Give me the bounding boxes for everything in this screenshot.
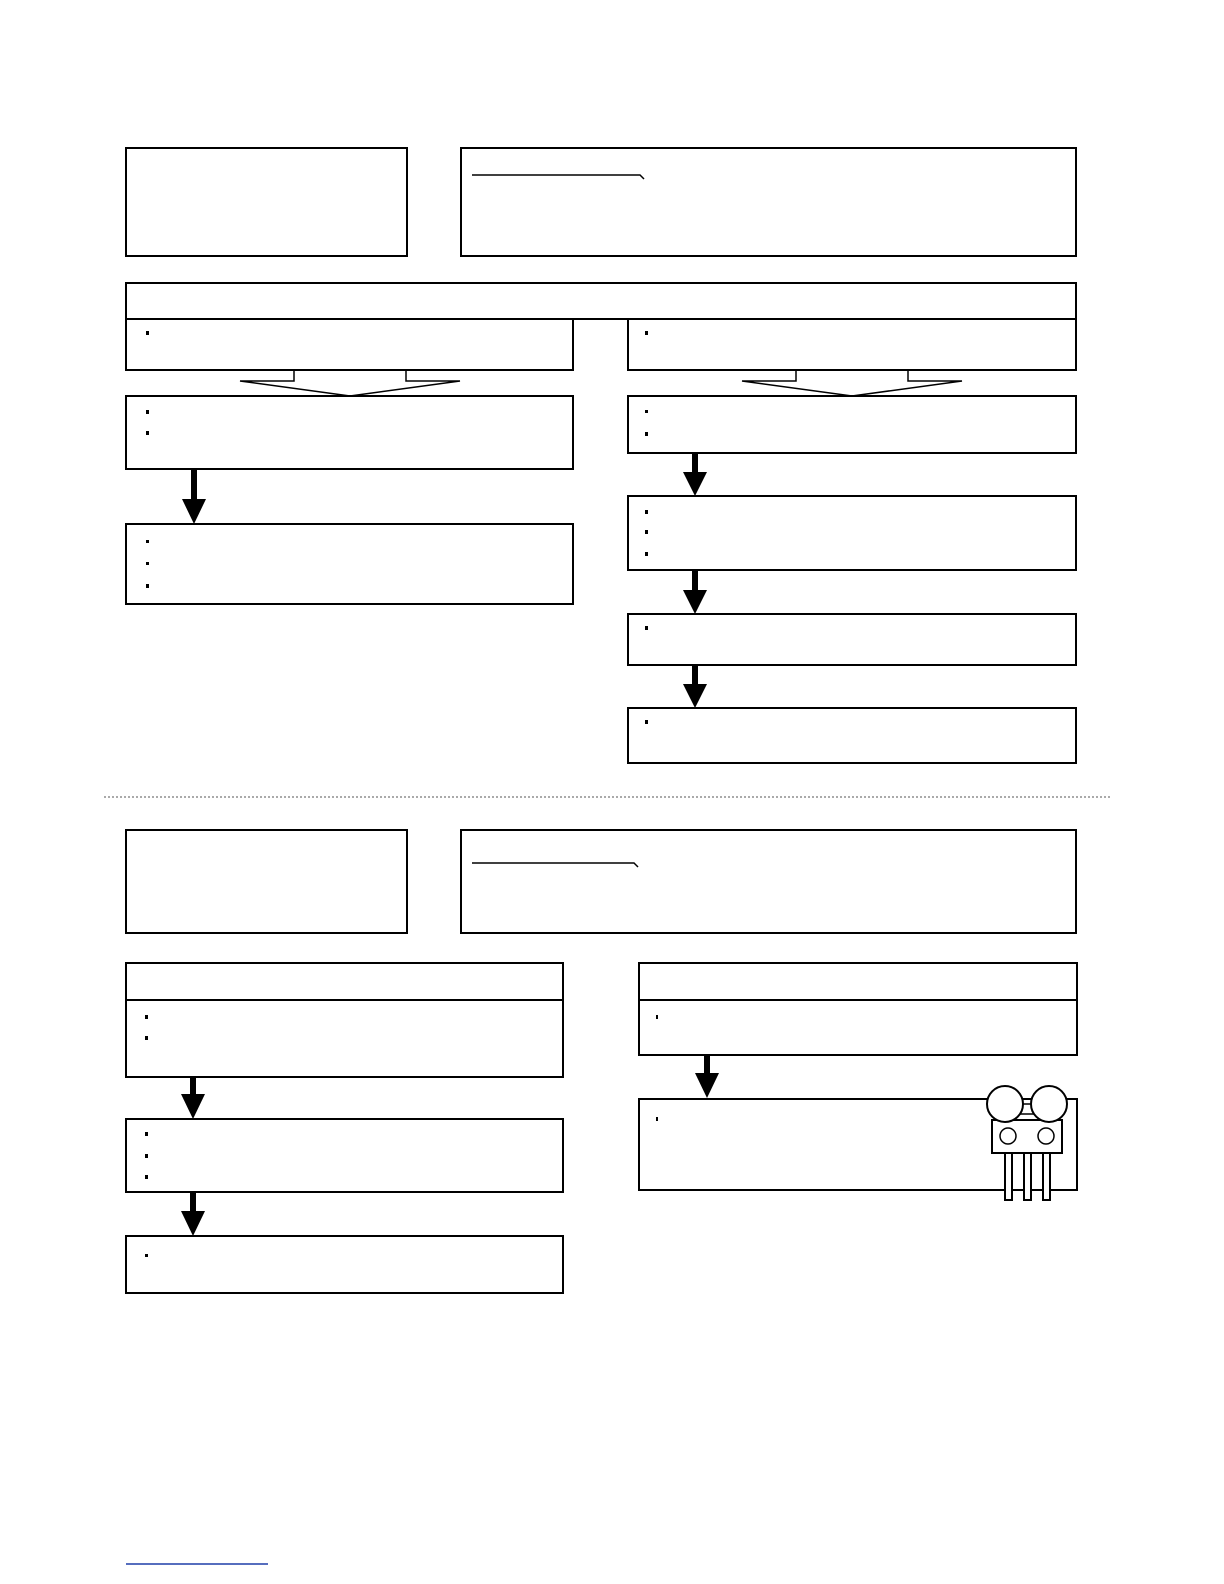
top-left-box — [126, 148, 407, 256]
down-arrow — [683, 665, 707, 708]
bullet — [145, 1175, 148, 1179]
top-right-box-1 — [628, 319, 1076, 370]
bullet — [656, 1117, 658, 1121]
bullet — [645, 720, 648, 724]
bullet — [146, 540, 149, 543]
bullet — [146, 562, 149, 565]
bullet — [145, 1254, 148, 1257]
bullet — [145, 1015, 148, 1019]
bullet — [146, 431, 149, 435]
bottom-section — [126, 830, 1077, 1293]
bottom-right-column — [639, 963, 1077, 1200]
top-header-bar — [126, 283, 1076, 319]
bullet — [645, 432, 648, 436]
bullet — [645, 410, 648, 413]
split-connector — [126, 370, 573, 396]
top-left-box-2 — [126, 396, 573, 469]
down-arrow — [695, 1055, 719, 1098]
top-right-box-3 — [628, 496, 1076, 570]
bullet — [145, 1154, 148, 1158]
bullet — [645, 510, 648, 514]
bottom-left-box-3 — [126, 1236, 563, 1293]
bullet — [146, 584, 149, 588]
down-arrow — [683, 453, 707, 496]
bullet — [645, 626, 648, 630]
top-right-box-4 — [628, 614, 1076, 665]
bullet — [145, 1036, 148, 1040]
top-section — [126, 148, 1076, 763]
bottom-left-box-2 — [126, 1119, 563, 1192]
bullet — [645, 552, 648, 556]
bullet — [645, 530, 648, 534]
bottom-left-header — [126, 963, 563, 1000]
down-arrow — [182, 469, 206, 524]
bullet — [145, 1132, 148, 1136]
top-right-column — [628, 319, 1076, 763]
down-arrow — [181, 1192, 205, 1236]
bullet — [146, 410, 149, 414]
bullet — [146, 331, 149, 335]
top-left-box-3 — [126, 524, 573, 604]
bottom-right-box — [461, 830, 1076, 933]
bottom-left-box-1 — [126, 1000, 563, 1077]
top-left-box-1 — [126, 319, 573, 370]
bottom-left-box — [126, 830, 407, 933]
bottom-right-box-1 — [639, 1000, 1077, 1055]
top-right-box-2 — [628, 396, 1076, 453]
bullet — [645, 331, 648, 335]
split-connector — [628, 370, 1076, 396]
bottom-right-header — [639, 963, 1077, 1000]
top-right-box-5 — [628, 708, 1076, 763]
down-arrow — [181, 1078, 205, 1119]
top-left-column — [126, 319, 573, 604]
bullet — [656, 1015, 658, 1019]
down-arrow — [683, 570, 707, 614]
top-right-box — [461, 148, 1076, 256]
bottom-left-column — [126, 963, 563, 1293]
